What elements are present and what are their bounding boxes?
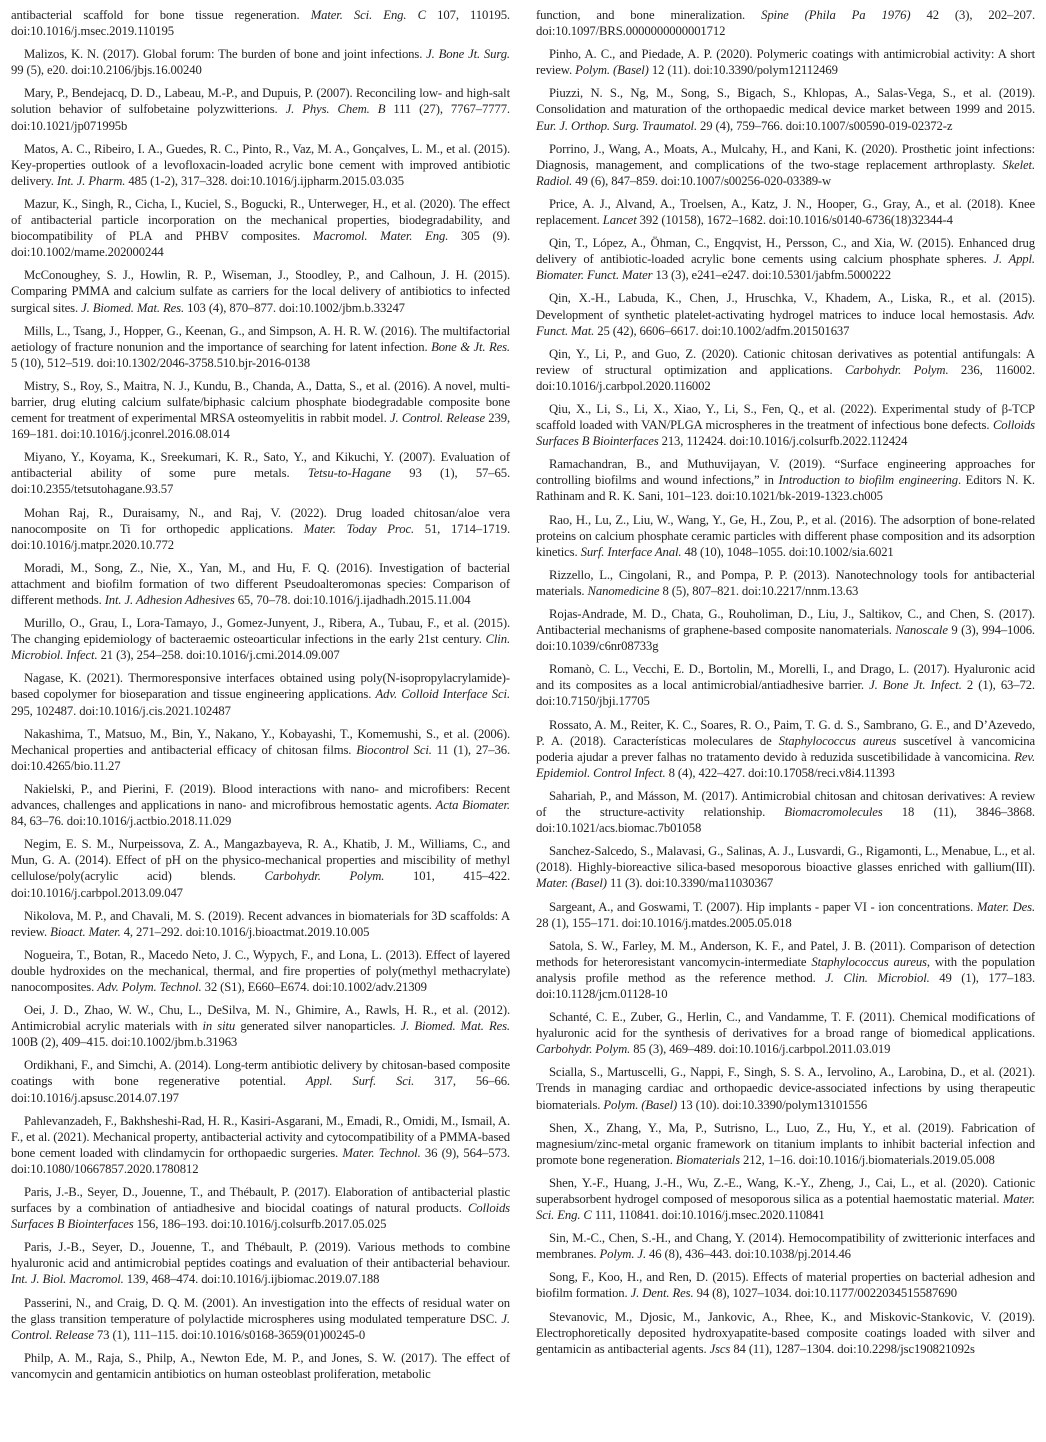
reference-text: 111 (27), 7767–7777. doi:10.1021/jp071995b bbox=[11, 102, 510, 133]
journal-name: J. Phys. Chem. B bbox=[285, 102, 386, 117]
reference-item bbox=[536, 1120, 1035, 1168]
journal-name: Macromol. Mater. Eng. bbox=[313, 229, 449, 244]
reference-text: Malizos, K. N. (2017). Global forum: The burden of bone and joint infections. bbox=[24, 47, 427, 62]
journal-name: Appl. Surf. Sci. bbox=[305, 1074, 415, 1089]
reference-text: Nakashima, T., Matsuo, M., Bin, Y., Nakano, Y., Kobayashi, T., Komemushi, S., et al. (2006). Mechanical properties and antibacterial efficacy of chitosan films. bbox=[11, 726, 510, 757]
journal-name: J. Biomed. Mat. Res. bbox=[400, 1019, 510, 1034]
reference-text: 73 (1), 111–115. doi:10.1016/s0168-3659(01)00245-0 bbox=[93, 1327, 366, 1342]
journal-name: Biomacromolecules bbox=[784, 805, 883, 820]
reference-text: McConoughey, S. J., Howlin, R. P., Wiseman, J., Stoodley, P., and Calhoun, J. H. (2015). Comparing PMMA and calcium sulfate as carriers for the local delivery of antibiotics to infected surgical sites. bbox=[11, 268, 510, 315]
reference-text: Matos, A. C., Ribeiro, I. A., Guedes, R. C., Pinto, R., Vaz, M. A., Gonçalves, L. M., et al. (2015). Key-properties outlook of a levofloxacin-loaded acrylic bone cement with improved antibiotic delivery. bbox=[11, 141, 510, 188]
journal-name: Rev. Epidemiol. Control Infect. bbox=[536, 749, 1035, 780]
reference-item bbox=[11, 1239, 510, 1287]
reference-text: Scialla, S., Martuscelli, G., Nappi, F., Singh, S. S. A., Iervolino, A., Larobina, D., et al. (2021). Trends in managing cardiac and orthopaedic device-associated infections by using therapeutic biomaterials. bbox=[536, 1065, 1035, 1112]
reference-item bbox=[11, 7, 510, 39]
reference-text: 101, 415–422. doi:10.1016/j.carbpol.2013.09.047 bbox=[11, 869, 510, 900]
reference-text: Porrino, J., Wang, A., Moats, A., Mulcahy, H., and Kani, K. (2020). Prosthetic joint infections: Diagnosis, management, and complications of the two-stage replacement arthroplasty. bbox=[536, 141, 1035, 172]
reference-item bbox=[11, 615, 510, 663]
reference-text: 28 (1), 155–171. doi:10.1016/j.matdes.2005.05.018 bbox=[536, 915, 792, 930]
reference-item bbox=[11, 46, 510, 78]
reference-text: 12 (11). doi:10.3390/polym12112469 bbox=[648, 63, 838, 78]
journal-name: Staphylococcus aureus bbox=[811, 954, 927, 969]
reference-text: 13 (3), e241–e247. doi:10.5301/jabfm.5000222 bbox=[652, 268, 891, 283]
reference-item bbox=[536, 1269, 1035, 1301]
reference-text: Nagase, K. (2021). Thermoresponsive interfaces obtained using poly(N-isopropylacrylamide)-based copolymer for bioseparation and tissue engineering applications. bbox=[11, 671, 510, 702]
journal-name: Int. J. Pharm. bbox=[56, 173, 126, 188]
journal-name: Carbohydr. Polym. bbox=[844, 362, 949, 377]
reference-text: 236, 116002. doi:10.1016/j.carbpol.2020.116002 bbox=[536, 362, 1035, 393]
journal-name: Carbohydr. Polym. bbox=[536, 1042, 631, 1057]
journal-name: J. Bone Jt. Surg. bbox=[426, 47, 510, 62]
journal-name: Polym. (Basel) bbox=[603, 1097, 678, 1112]
reference-text: 392 (10158), 1672–1682. doi:10.1016/s0140-6736(18)32344-4 bbox=[636, 213, 953, 228]
journal-name: Skelet. Radiol. bbox=[536, 157, 1035, 188]
reference-text: 42 (3), 202–207. doi:10.1097/BRS.0000000000001712 bbox=[536, 8, 1036, 39]
reference-text: Mohan Raj, R., Duraisamy, N., and Raj, V. (2022). Drug loaded chitosan/aloe vera nanocomposite on Ti for orthopedic applications. bbox=[11, 505, 510, 536]
reference-item bbox=[11, 781, 510, 829]
reference-text: Mills, L., Tsang, J., Hopper, G., Keenan, G., and Simpson, A. H. R. W. (2016). The multifactorial aetiology of fracture nonunion and the importance of searching for latent infection. bbox=[11, 323, 510, 354]
reference-text: Pinho, A. C., and Piedade, A. P. (2020). Polymeric coatings with antimicrobial activity: A short review. bbox=[536, 47, 1035, 78]
reference-item bbox=[11, 1184, 510, 1232]
reference-item bbox=[11, 1057, 510, 1105]
journal-name: Mater. (Basel) bbox=[536, 876, 607, 891]
journal-name: Bone & Jt. Res. bbox=[431, 339, 510, 354]
reference-item bbox=[536, 567, 1035, 599]
reference-text: Mistry, S., Roy, S., Maitra, N. J., Kundu, B., Chanda, A., Datta, S., et al. (2016). A novel, multi-barrier, drug eluting calcium sulfate/biphasic calcium phosphate biodegradable composite bone cement for treatment of experimental MRSA osteomyelitis in rabbit model. bbox=[11, 378, 510, 426]
reference-text: 84 (11), 1287–1304. doi:10.2298/jsc190821092s bbox=[730, 1341, 975, 1356]
reference-item bbox=[536, 899, 1035, 931]
reference-item bbox=[536, 843, 1035, 891]
reference-text: Nikolova, M. P., and Chavali, M. S. (2019). Recent advances in biomaterials for 3D scaffolds: A review. bbox=[11, 908, 510, 939]
reference-item bbox=[536, 7, 1035, 39]
reference-text: Rojas-Andrade, M. D., Chata, G., Rouholiman, D., Liu, J., Saltikov, C., and Chen, S. (2017). Antibacterial mechanisms of graphene-based composite nanomaterials. bbox=[536, 607, 1035, 638]
journal-name: Jscs bbox=[709, 1341, 731, 1356]
journal-name: J. Appl. Biomater. Funct. Mater bbox=[536, 252, 1035, 283]
reference-text: suscetível à vancomicina poderia ajudar a prever falhas no tratamento devido à reduzida suscetibilidade à vancomicina. bbox=[536, 733, 1035, 764]
reference-item bbox=[536, 1230, 1035, 1262]
journal-name: Mater. Technol. bbox=[342, 1145, 421, 1160]
reference-text: 107, 110195. doi:10.1016/j.msec.2019.110195 bbox=[11, 8, 510, 39]
references-column-right bbox=[536, 7, 1035, 1364]
reference-text: Murillo, O., Grau, I., Lora-Tamayo, J., Gomez-Junyent, J., Ribera, A., Tubau, F., et al. (2015). The changing epidemiology of bacteraemic osteoarticular infections in the early 21st century. bbox=[11, 616, 510, 647]
journal-name: Clin. Microbiol. Infect. bbox=[11, 632, 510, 663]
reference-item bbox=[536, 661, 1035, 709]
reference-text: 21 (3), 254–258. doi:10.1016/j.cmi.2014.09.007 bbox=[97, 648, 340, 663]
journal-name: Eur. J. Orthop. Surg. Traumatol. bbox=[536, 118, 697, 133]
reference-item bbox=[11, 141, 510, 189]
reference-text: Shen, Y.-F., Huang, J.-H., Wu, Z.-E., Wang, K.-Y., Zheng, J., Cai, L., et al. (2020). Cationic superabsorbent hydrogel composed of mesoporous silica as a potential haemostatic material. bbox=[536, 1175, 1035, 1206]
reference-text: 111, 110841. doi:10.1016/j.msec.2020.110841 bbox=[591, 1208, 825, 1223]
reference-text: 239, 169–181. doi:10.1016/j.jconrel.2016.08.014 bbox=[11, 411, 511, 442]
reference-text: Nogueira, T., Botan, R., Macedo Neto, J. C., Wypych, F., and Lona, L. (2013). Effect of layered double hydroxides on the mechanical, thermal, and fire properties of poly(methyl methacrylate) nanocomposites. bbox=[11, 947, 510, 994]
reference-item bbox=[11, 505, 510, 553]
reference-text: 8 (5), 807–821. doi:10.2217/nnm.13.63 bbox=[659, 583, 859, 598]
reference-text: 36 (9), 564–573. doi:10.1080/10667857.2020.1780812 bbox=[11, 1145, 510, 1176]
journal-name: J. Control. Release bbox=[11, 1311, 510, 1342]
reference-text: Qin, X.-H., Labuda, K., Chen, J., Hruschka, V., Khadem, A., Liska, R., et al. (2015). Development of synthetic platelet-activating hydrogel matrices to induce local hemostasis. bbox=[536, 291, 1035, 322]
journal-name: Nanomedicine bbox=[587, 583, 660, 598]
reference-item bbox=[536, 1309, 1035, 1357]
reference-item bbox=[11, 323, 510, 371]
reference-text: antibacterial scaffold for bone tissue regeneration. bbox=[11, 8, 311, 22]
reference-item bbox=[11, 947, 510, 995]
reference-text: 13 (10). doi:10.3390/polym13101556 bbox=[677, 1097, 868, 1112]
reference-item bbox=[11, 1113, 510, 1177]
reference-text: Negim, E. S. M., Nurpeissova, Z. A., Mangazbayeva, R. A., Khatib, J. M., Williams, C., and Mun, G. A. (2014). Effect of pH on the physico-mechanical properties and miscibility of methyl cellulose/poly(acrylic acid) blends. bbox=[11, 837, 510, 884]
reference-text: , with the population analysis profile method as the reference method. bbox=[536, 954, 1035, 985]
reference-item bbox=[11, 1002, 510, 1050]
journal-name: Colloids Surfaces B Biointerfaces bbox=[11, 1201, 510, 1232]
journal-name: Colloids Surfaces B Biointerfaces bbox=[536, 418, 1035, 449]
journal-name: Carbohydr. Polym. bbox=[264, 869, 385, 884]
reference-text: 93 (1), 57–65. doi:10.2355/tetsutohagane.93.57 bbox=[11, 466, 510, 497]
reference-text: Sargeant, A., and Goswami, T. (2007). Hip implants - paper VI - ion concentrations. bbox=[549, 899, 977, 914]
reference-text: Rossato, A. M., Reiter, K. C., Soares, R. O., Paim, T. G. d. S., Sambrano, G. E., and D’Azevedo, P. A. (2018). Características moleculares de bbox=[536, 717, 1035, 748]
reference-text: Piuzzi, N. S., Ng, M., Song, S., Bigach, S., Khlopas, A., Salas-Vega, S., et al. (2019). Consolidation and maturation of the orthopaedic medical device market between 1999 and 2015. bbox=[536, 86, 1035, 117]
journal-name: Staphylococcus aureus bbox=[778, 733, 897, 748]
reference-text: Sahariah, P., and Másson, M. (2017). Antimicrobial chitosan and chitosan derivatives: A review of the structure-activity relationship. bbox=[536, 788, 1035, 820]
reference-item bbox=[536, 1009, 1035, 1057]
reference-item bbox=[11, 560, 510, 608]
reference-text: Mary, P., Bendejacq, D. D., Labeau, M.-P., and Dupuis, P. (2007). Reconciling low- and high-salt solution behavior of sulfobetaine polyzwitterions. bbox=[11, 86, 510, 117]
journal-name: J. Dent. Res. bbox=[630, 1286, 694, 1301]
reference-text: 25 (42), 6606–6617. doi:10.1002/adfm.201501637 bbox=[594, 323, 850, 338]
reference-text: Romanò, C. L., Vecchi, E. D., Bortolin, M., Morelli, I., and Drago, L. (2017). Hyaluronic acid and its composites as a local antimicrobial/antiadhesive barrier. bbox=[536, 662, 1035, 693]
reference-item bbox=[536, 1175, 1035, 1223]
journal-name: Acta Biomater. bbox=[435, 798, 510, 813]
reference-item bbox=[536, 938, 1035, 1002]
journal-name: Int. J. Adhesion Adhesives bbox=[104, 593, 235, 607]
reference-text: Satola, S. W., Farley, M. M., Anderson, K. F., and Patel, J. B. (2011). Comparison of detection methods for heteroresistant vancomycin-intermediate bbox=[536, 938, 1035, 969]
reference-item bbox=[536, 456, 1035, 504]
journal-name: Adv. Funct. Mat. bbox=[536, 307, 1035, 338]
reference-text: 18 (11), 3846–3868. doi:10.1021/acs.biomac.7b01058 bbox=[536, 805, 1035, 836]
reference-text: Price, A. J., Alvand, A., Troelsen, A., Katz, J. N., Hooper, G., Gray, A., et al. (2018). Knee replacement. bbox=[536, 196, 1035, 228]
journal-name: J. Control. Release bbox=[389, 411, 485, 426]
reference-text: 11 (1), 27–36. doi:10.4265/bio.11.27 bbox=[11, 742, 510, 773]
reference-text: Oei, J. D., Zhao, W. W., Chu, L., DeSilva, M. N., Ghimire, A., Rawls, H. R., et al. (2012). Antimicrobial acrylic materials with bbox=[11, 1003, 510, 1034]
reference-text: 213, 112424. doi:10.1016/j.colsurfb.2022.112424 bbox=[658, 434, 908, 449]
reference-item bbox=[11, 1295, 510, 1343]
reference-item bbox=[536, 346, 1035, 394]
reference-item bbox=[11, 378, 510, 442]
reference-text: Moradi, M., Song, Z., Nie, X., Yan, M., and Hu, F. Q. (2016). Investigation of bacterial attachment and biofilm formation of two different Pseudoalteromonas species: Comparison of different methods. bbox=[11, 560, 510, 607]
reference-item bbox=[536, 717, 1035, 781]
reference-text: 103 (4), 870–877. doi:10.1002/jbm.b.33247 bbox=[184, 300, 405, 315]
reference-text: Paris, J.-B., Seyer, D., Jouenne, T., and Thébault, P. (2019). Various methods to combine hyaluronic acid and antimicrobial peptides coatings and evaluation of their antibacterial behaviour. bbox=[11, 1240, 510, 1271]
journal-name: Polym. J. bbox=[599, 1247, 646, 1262]
reference-text: Qiu, X., Li, S., Li, X., Xiao, Y., Li, S., Fen, Q., et al. (2022). Experimental study of β-TCP scaffold loaded with VAN/PLGA microspheres in the treatment of infectious bone defects. bbox=[536, 401, 1035, 433]
reference-text: Ordikhani, F., and Simchi, A. (2014). Long-term antibiotic delivery by chitosan-based composite coatings with bone regenerative potential. bbox=[11, 1058, 510, 1089]
reference-item bbox=[536, 46, 1035, 78]
reference-item bbox=[11, 267, 510, 315]
journal-name: Surf. Interface Anal. bbox=[580, 544, 682, 559]
reference-item bbox=[536, 1064, 1035, 1112]
reference-text: 29 (4), 759–766. doi:10.1007/s00590-019-02372-z bbox=[697, 118, 953, 133]
reference-text: Sanchez-Salcedo, S., Malavasi, G., Salinas, A. J., Lusvardi, G., Rigamonti, L., Menabue, L., et al. (2018). Highly-bioreactive silica-based mesoporous bioactive glasses enriched with gallium(III). bbox=[536, 844, 1035, 875]
reference-text: 317, 56–66. doi:10.1016/j.apsusc.2014.07.197 bbox=[11, 1074, 510, 1105]
reference-text: 94 (8), 1027–1034. doi:10.1177/0022034515587690 bbox=[693, 1286, 957, 1301]
journal-name: J. Clin. Microbiol. bbox=[825, 970, 930, 985]
reference-item bbox=[536, 290, 1035, 338]
reference-item bbox=[536, 141, 1035, 189]
reference-text: 99 (5), e20. doi:10.2106/jbjs.16.00240 bbox=[11, 63, 202, 78]
reference-item bbox=[11, 836, 510, 900]
reference-text: Qin, Y., Li, P., and Guo, Z. (2020). Cationic chitosan derivatives as potential antifungals: A review of structural optimization and applications. bbox=[536, 346, 1035, 377]
reference-text: Ramachandran, B., and Muthuvijayan, V. (2019). “Surface engineering approaches for controlling biofilms and wound infections,” in bbox=[536, 457, 1035, 488]
journal-name: Bioact. Mater. bbox=[50, 924, 121, 939]
journal-name: Mater. Today Proc. bbox=[303, 521, 415, 536]
reference-text: 305 (9). doi:10.1002/mame.202000244 bbox=[11, 229, 510, 260]
journal-name: Int. J. Biol. Macromol. bbox=[11, 1272, 124, 1287]
reference-item bbox=[11, 196, 510, 260]
reference-text: Miyano, Y., Koyama, K., Sreekumari, K. R., Sato, Y., and Kikuchi, Y. (2007). Evaluation of antibacterial ability of some pure metals. bbox=[11, 450, 510, 481]
reference-item bbox=[11, 670, 510, 718]
reference-text: Qin, T., López, A., Öhman, C., Engqvist, H., Persson, C., and Xia, W. (2015). Enhanced drug delivery of antibiotic-loaded acrylic bone cements using calcium phosphate spheres. bbox=[536, 236, 1035, 267]
reference-item bbox=[11, 85, 510, 133]
reference-text: 49 (6), 847–859. doi:10.1007/s00256-020-03389-w bbox=[572, 173, 832, 188]
reference-text: 65, 70–78. doi:10.1016/j.ijadhadh.2015.11.004 bbox=[234, 593, 471, 607]
reference-text: Paris, J.-B., Seyer, D., Jouenne, T., and Thébault, P. (2017). Elaboration of antibacterial plastic surfaces by a combination of antiadhesive and biocidal coatings of natural products. bbox=[11, 1185, 510, 1216]
journal-name: Tetsu-to-Hagane bbox=[307, 466, 391, 481]
reference-item bbox=[536, 196, 1035, 228]
journal-name: Biomaterials bbox=[675, 1152, 740, 1167]
reference-item bbox=[11, 726, 510, 774]
reference-item bbox=[11, 449, 510, 497]
journal-name: in situ bbox=[202, 1019, 236, 1034]
journal-name: Adv. Colloid Interface Sci. bbox=[375, 687, 510, 702]
reference-item bbox=[536, 401, 1035, 449]
journal-name: Lancet bbox=[602, 213, 637, 228]
reference-text: . Editors N. K. Rathinam and R. K. Sani, 101–123. doi:10.1021/bk-2019-1323.ch005 bbox=[536, 473, 1035, 504]
reference-text: Schanté, C. E., Zuber, G., Herlin, C., and Vandamme, T. F. (2011). Chemical modifications of hyaluronic acid for the synthesis of derivatives for a broad range of biomedical applications. bbox=[536, 1010, 1035, 1041]
journal-name: J. Bone Jt. Infect. bbox=[869, 678, 962, 693]
reference-text: Stevanovic, M., Djosic, M., Jankovic, A., Rhee, K., and Miskovic-Stankovic, V. (2019). Electrophoretically deposited hydroxyapatite-based composite coatings loaded with silver and gentamicin as antibacterial agents. bbox=[536, 1309, 1035, 1356]
journal-name: J. Biomed. Mat. Res. bbox=[81, 300, 185, 315]
reference-text: 8 (4), 422–427. doi:10.17058/reci.v8i4.11393 bbox=[665, 765, 895, 780]
reference-item bbox=[11, 1350, 510, 1382]
journal-name: Biocontrol Sci. bbox=[356, 742, 432, 757]
reference-item bbox=[11, 908, 510, 940]
reference-text: 5 (10), 512–519. doi:10.1302/2046-3758.510.bjr-2016-0138 bbox=[11, 355, 310, 370]
reference-text: Rao, H., Lu, Z., Liu, W., Wang, Y., Ge, H., Zou, P., et al. (2016). The adsorption of bone-related proteins on calcium phosphate ceramic particles with different phase composition and its adsorption kinetics. bbox=[536, 512, 1035, 559]
reference-text: Philp, A. M., Raja, S., Philp, A., Newton Ede, M. P., and Jones, S. W. (2017). The effect of vancomycin and gentamicin antibiotics on human osteoblast proliferation, metabolic bbox=[11, 1350, 510, 1381]
reference-text: 48 (10), 1048–1055. doi:10.1002/sia.6021 bbox=[681, 544, 894, 559]
reference-item bbox=[536, 235, 1035, 283]
journal-name: Introduction to biofilm engineering bbox=[778, 473, 958, 488]
reference-text: 84, 63–76. doi:10.1016/j.actbio.2018.11.029 bbox=[11, 814, 232, 829]
reference-text: 4, 271–292. doi:10.1016/j.bioactmat.2019.10.005 bbox=[120, 924, 370, 939]
reference-text: 212, 1–16. doi:10.1016/j.biomaterials.2019.05.008 bbox=[739, 1152, 995, 1167]
reference-text: Nakielski, P., and Pierini, F. (2019). Blood interactions with nano- and microfibers: Recent advances, challenges and applications in nano- and microfibrous hemostatic agents. bbox=[11, 781, 510, 813]
reference-text: 32 (S1), E660–E674. doi:10.1002/adv.21309 bbox=[201, 979, 427, 994]
reference-item bbox=[536, 606, 1035, 654]
reference-text: 2 (1), 63–72. doi:10.7150/jbji.17705 bbox=[536, 678, 1035, 709]
reference-item bbox=[536, 85, 1035, 133]
journal-name: Spine (Phila Pa 1976) bbox=[761, 8, 911, 22]
journal-name: Mater. Sci. Eng. C bbox=[536, 1192, 1035, 1223]
reference-text: 100B (2), 409–415. doi:10.1002/jbm.b.31963 bbox=[11, 1035, 238, 1050]
reference-text: Song, F., Koo, H., and Ren, D. (2015). Effects of material properties on bacterial adhesion and biofilm formation. bbox=[536, 1270, 1035, 1301]
reference-text: 51, 1714–1719. doi:10.1016/j.matpr.2020.10.772 bbox=[11, 521, 511, 552]
reference-text: function, and bone mineralization. bbox=[536, 8, 762, 22]
reference-item bbox=[536, 788, 1035, 836]
journal-name: Mater. Des. bbox=[976, 899, 1036, 914]
reference-text: Shen, X., Zhang, Y., Ma, P., Sutrisno, L., Luo, Z., Hu, Y., et al. (2019). Fabrication of magnesium/zinc-metal organic framework on titanium implants to inhibit bacterial infection and promote bone regeneration. bbox=[536, 1120, 1035, 1167]
reference-text: 85 (3), 469–489. doi:10.1016/j.carbpol.2011.03.019 bbox=[630, 1042, 891, 1057]
reference-text: generated silver nanoparticles. bbox=[235, 1019, 401, 1034]
reference-text: 139, 468–474. doi:10.1016/j.ijbiomac.2019.07.188 bbox=[123, 1272, 380, 1287]
journal-name: Nanoscale bbox=[895, 623, 948, 638]
reference-item bbox=[536, 512, 1035, 560]
journal-name: Mater. Sci. Eng. C bbox=[310, 8, 426, 22]
reference-text: 156, 186–193. doi:10.1016/j.colsurfb.2017.05.025 bbox=[133, 1217, 387, 1232]
reference-text: Rizzello, L., Cingolani, R., and Pompa, P. P. (2013). Nanotechnology tools for antibacterial materials. bbox=[536, 567, 1035, 598]
reference-text: 295, 102487. doi:10.1016/j.cis.2021.102487 bbox=[11, 703, 231, 718]
reference-text: Passerini, N., and Craig, D. Q. M. (2001). An investigation into the effects of residual water on the glass transition temperature of polylactide microspheres using modulated temperature DSC. bbox=[11, 1295, 510, 1326]
journal-name: Polym. (Basel) bbox=[575, 63, 649, 78]
reference-text: 485 (1-2), 317–328. doi:10.1016/j.ijpharm.2015.03.035 bbox=[125, 173, 404, 188]
reference-text: Sin, M.-C., Chen, S.-H., and Chang, Y. (2014). Hemocompatibility of zwitterionic interfaces and membranes. bbox=[536, 1231, 1035, 1262]
references-column-left bbox=[11, 7, 510, 1389]
journal-name: Adv. Polym. Technol. bbox=[97, 979, 202, 994]
reference-text: 9 (3), 994–1006. doi:10.1039/c6nr08733g bbox=[536, 623, 1035, 654]
reference-text: 46 (8), 436–443. doi:10.1038/pj.2014.46 bbox=[646, 1247, 851, 1262]
reference-text: Mazur, K., Singh, R., Cicha, I., Kuciel, S., Bogucki, R., Unterweger, H., et al. (2020). The effect of antibacterial particle incorporation on the mechanical properties, biodegradability, and biocompatibility of PLA and PHBV composites. bbox=[11, 196, 510, 244]
reference-text: 11 (3). doi:10.3390/ma11030367 bbox=[606, 876, 774, 891]
reference-text: 49 (1), 177–183. doi:10.1128/jcm.01128-10 bbox=[536, 970, 1035, 1001]
reference-text: Pahlevanzadeh, F., Bakhsheshi-Rad, H. R., Kasiri-Asgarani, M., Emadi, R., Omidi, M., Ismail, A. F., et al. (2021). Mechanical property, antibacterial activity and cytocompatibility of a PMMA-based bone cement loaded with clindamycin for orthopaedic surgeries. bbox=[11, 1113, 510, 1160]
